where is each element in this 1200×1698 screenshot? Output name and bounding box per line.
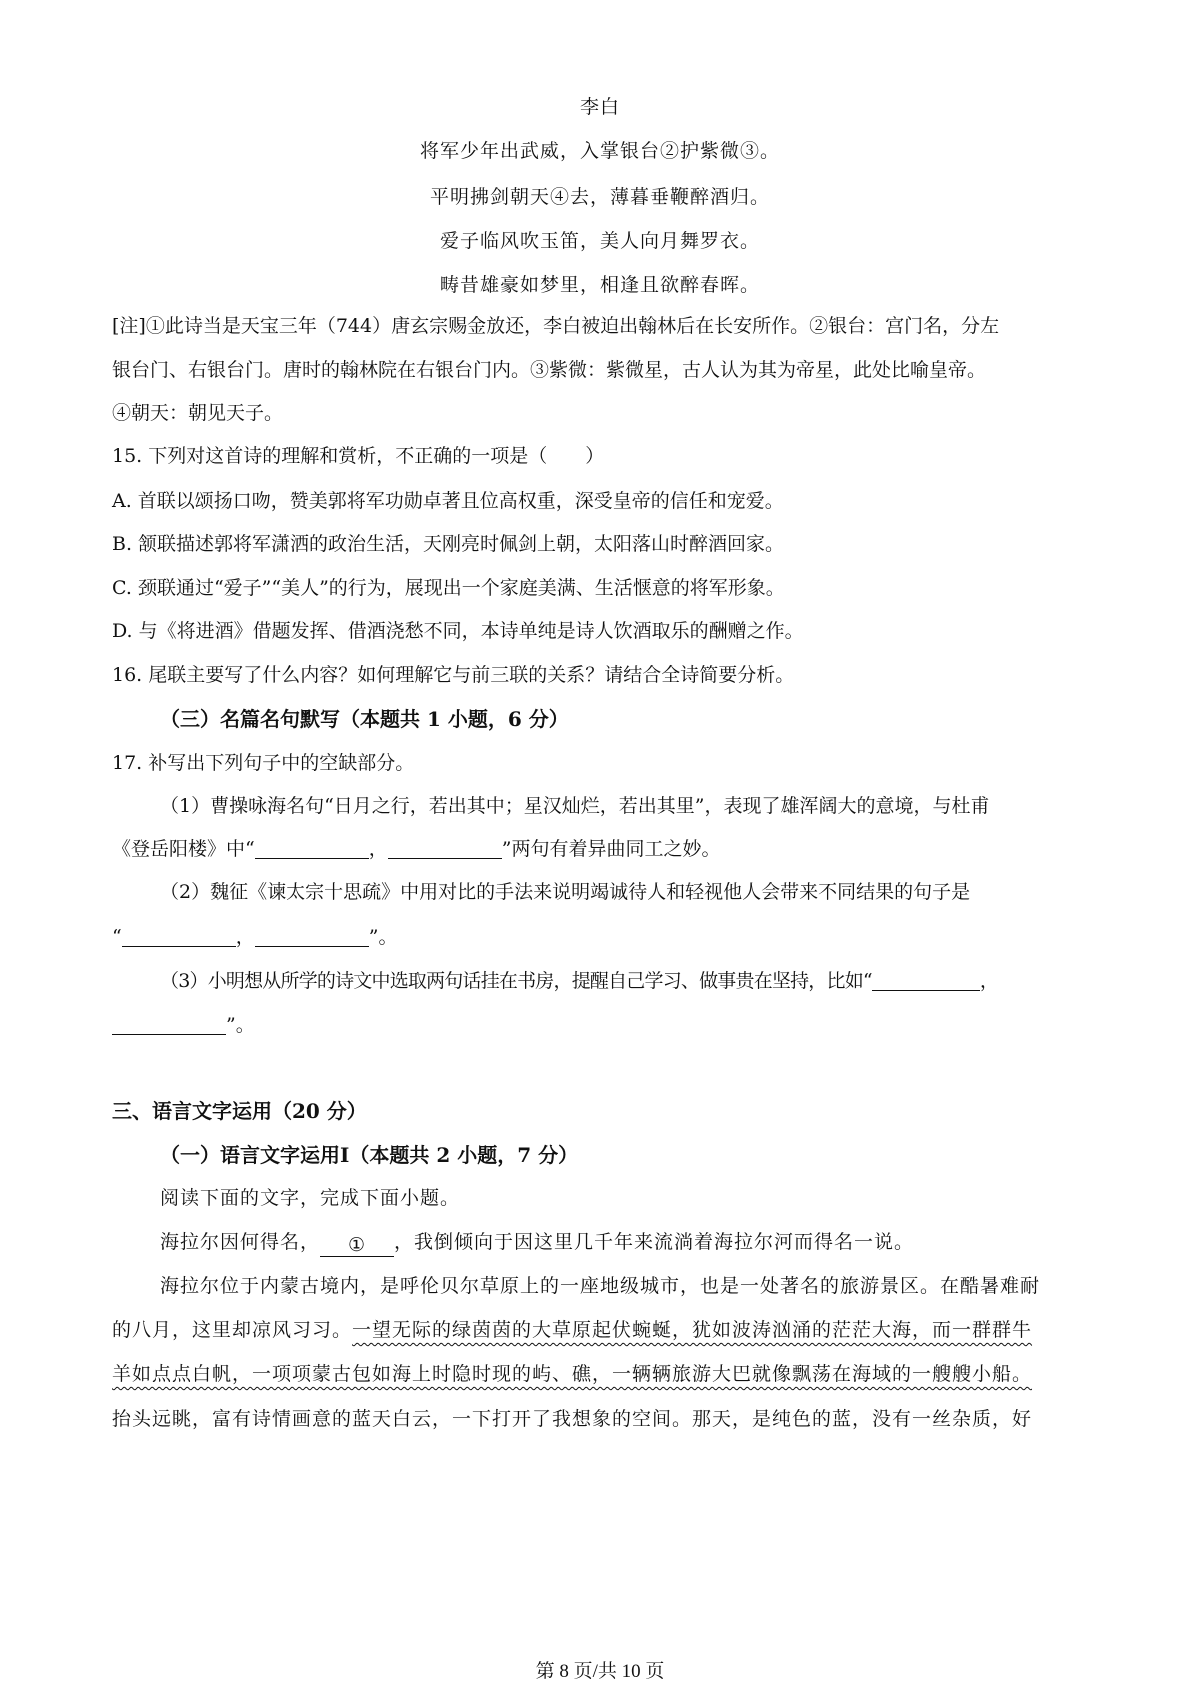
reading-p2-line3 — [112, 1359, 1102, 1389]
answer-blank[interactable] — [872, 970, 980, 991]
q17-part1-text-b: ”两句有着异曲同工之妙。 — [501, 838, 721, 860]
blank-1-marker: ① — [347, 1234, 367, 1256]
reading-p2-line4: 抬头远眺，富有诗情画意的蓝天白云，一下打开了我想象的空间。那天，是纯色的蓝，没有一丝杂质，好 — [112, 1408, 1033, 1430]
q17-part1-line2 — [112, 834, 1102, 864]
poem-line-2: 平明拂剑朝天④去，薄暮垂鞭醉酒归。 — [429, 186, 770, 208]
note-line-2: 银台门、右银台门。唐时的翰林院在右银台门内。③紫微：紫微星，古人认为其为帝星，此处比喻皇帝。 — [112, 359, 987, 381]
q15-option-a: A. 首联以颂扬口吻，赞美郭将军功勋卓著且位高权重，深受皇帝的信任和宠爱。 — [112, 490, 784, 512]
answer-blank[interactable] — [112, 1014, 226, 1035]
q17-part2-line2 — [112, 922, 1102, 952]
q17-part1-line1: （1）曹操咏海名句“日月之行，若出其中；星汉灿烂，若出其里”，表现了雄浑阔大的意境，与杜甫 — [160, 795, 990, 817]
q15-stem: 15. 下列对这首诗的理解和赏析，不正确的一项是（ ） — [112, 445, 605, 467]
reading-p2-line1: 海拉尔位于内蒙古境内，是呼伦贝尔草原上的一座地级城市，也是一处著名的旅游景区。在酷暑难耐 — [160, 1275, 1041, 1297]
answer-blank[interactable] — [255, 838, 369, 859]
blank-1[interactable] — [320, 1230, 394, 1257]
reading-intro: 阅读下面的文字，完成下面小题。 — [160, 1187, 461, 1209]
q17-part3-text-a: （3）小明想从所学的诗文中选取两句话挂在书房，提醒自己学习、做事贵在坚持，比如“ — [160, 970, 872, 992]
wavy-underlined-sentence: 一望无际的绿茵茵的大草原起伏蜿蜒，犹如波涛汹涌的茫茫大海，而一群群牛 — [352, 1319, 1033, 1341]
q17-part3-line1 — [160, 966, 1105, 996]
q16-stem: 16. 尾联主要写了什么内容？如何理解它与前三联的关系？请结合全诗简要分析。 — [112, 664, 795, 686]
poem-line-4: 畴昔雄豪如梦里，相逢且欲醉春晖。 — [439, 274, 760, 296]
reading-p2-line2 — [112, 1315, 1102, 1345]
q15-option-d: D. 与《将进酒》借题发挥、借酒浇愁不同，本诗单纯是诗人饮酒取乐的酬赠之作。 — [112, 620, 804, 642]
q17-part2-text-b: ”。 — [368, 926, 398, 948]
section-heading-memorize: （三）名篇名句默写（本题共 1 小题，6 分） — [160, 707, 569, 731]
answer-blank[interactable] — [122, 926, 236, 947]
section-heading-language-1: （一）语言文字运用Ⅰ（本题共 2 小题，7 分） — [160, 1143, 579, 1167]
note-line-1: [注]①此诗当是天宝三年（744）唐玄宗赐金放还，李白被迫出翰林后在长安所作。②银台：宫门名，分左 — [112, 315, 1000, 337]
q17-part1-sep: ， — [368, 838, 388, 860]
poem-line-1: 将军少年出武威，入掌银台②护紫微③。 — [419, 140, 780, 162]
answer-blank[interactable] — [388, 838, 502, 859]
q17-part2-sep: ， — [235, 926, 255, 948]
reading-paragraph-1 — [160, 1227, 1105, 1257]
q15-option-c: C. 颈联通过“爱子”“美人”的行为，展现出一个家庭美满、生活惬意的将军形象。 — [112, 577, 785, 599]
reading-p2-line2-text: 的八月，这里却凉风习习。 — [112, 1319, 353, 1341]
q17-part3-text-b: ”。 — [226, 1014, 255, 1036]
q17-part1-text-a: 《登岳阳楼》中“ — [112, 838, 255, 860]
reading-p1-text-a: 海拉尔因何得名， — [160, 1231, 321, 1253]
poem-line-3: 爱子临风吹玉笛，美人向月舞罗衣。 — [439, 230, 760, 252]
q15-option-b: B. 颔联描述郭将军潇洒的政治生活，天刚亮时佩剑上朝，太阳落山时醉酒回家。 — [112, 533, 785, 555]
page-number-footer: 第 8 页/共 10 页 — [535, 1661, 665, 1682]
answer-blank[interactable] — [255, 926, 369, 947]
note-line-3: ④朝天：朝见天子。 — [112, 402, 284, 424]
q17-stem: 17. 补写出下列句子中的空缺部分。 — [112, 752, 415, 774]
wavy-underlined-sentence-cont: 羊如点点白帆，一项项蒙古包如海上时隐时现的屿、礁，一辆辆旅游大巴就像飘荡在海域的一艘艘小船。 — [112, 1363, 1033, 1385]
q17-part3-line2 — [112, 1010, 1102, 1040]
poem-author: 李白 — [579, 96, 620, 118]
q17-part3-sep: ， — [979, 970, 999, 992]
q17-part2-line1: （2）魏征《谏太宗十思疏》中用对比的手法来说明竭诚待人和轻视他人会带来不同结果的句子是 — [160, 881, 971, 903]
part-heading-language: 三、语言文字运用（20 分） — [112, 1099, 367, 1123]
reading-p1-text-b: ，我倒倾向于因这里几千年来流淌着海拉尔河而得名一说。 — [394, 1231, 915, 1253]
q17-part2-text-a: “ — [112, 926, 122, 948]
